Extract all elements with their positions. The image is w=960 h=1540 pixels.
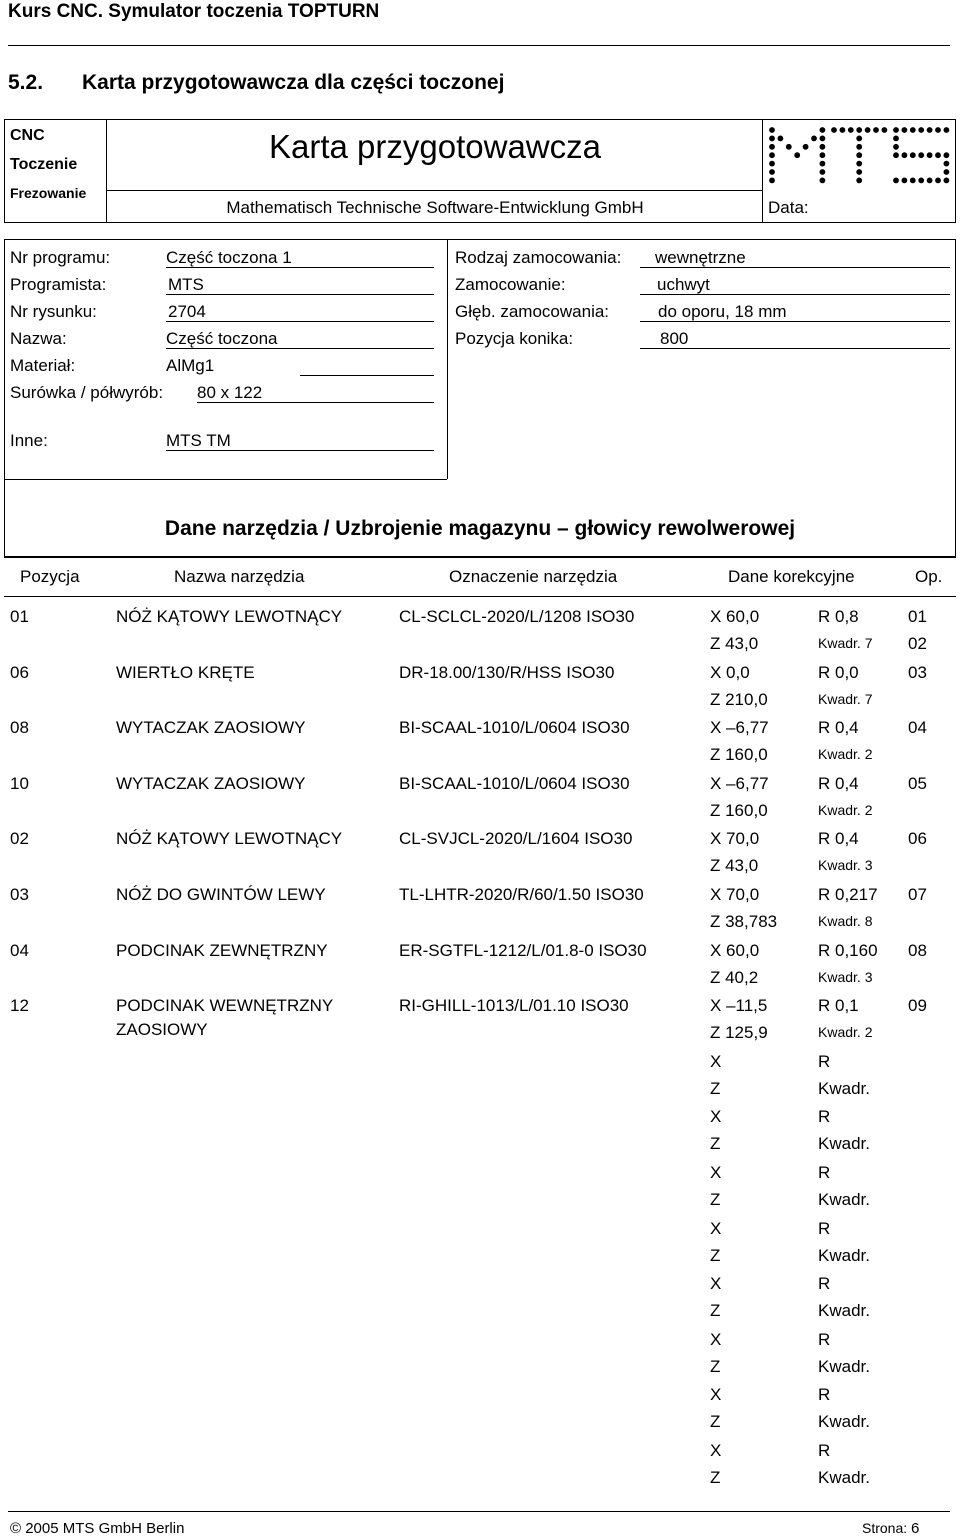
tool-operation: 01 — [908, 607, 927, 626]
tool-radius: R 0,160 — [818, 941, 878, 960]
rodzaj-zamocowania-value: wewnętrzne — [655, 248, 746, 267]
tool-operation: 07 — [908, 885, 927, 904]
document-header-title: Kurs CNC. Symulator toczenia TOPTURN — [8, 1, 380, 22]
tool-offset-z: Z — [710, 1190, 721, 1209]
tool-quadrant: Kwadr. — [818, 1468, 870, 1487]
nr-programu-label: Nr programu: — [10, 248, 111, 267]
programista-value: MTS — [168, 275, 204, 294]
tool-name: NÓŻ DO GWINTÓW LEWY — [116, 885, 326, 904]
zamocowanie-value: uchwyt — [657, 275, 710, 294]
tool-offset-x: X — [710, 1219, 722, 1238]
tool-offset-x: X — [710, 1330, 722, 1349]
tool-quadrant: Kwadr. 7 — [818, 691, 873, 707]
date-label: Data: — [768, 198, 809, 217]
section-title: Karta przygotowawcza dla części toczonej — [82, 71, 505, 94]
footer-copyright: © 2005 MTS GmbH Berlin — [10, 1520, 185, 1537]
gleb-zamocowania-value: do oporu, 18 mm — [658, 302, 787, 321]
tool-offset-x: X 70,0 — [710, 829, 760, 848]
tool-offset-z: Z 210,0 — [710, 690, 768, 709]
label-frezowanie: Frezowanie — [10, 185, 87, 201]
tool-code: DR-18.00/130/R/HSS ISO30 — [399, 663, 615, 682]
tool-quadrant: Kwadr. 8 — [818, 913, 873, 929]
tool-code: TL-LHTR-2020/R/60/1.50 ISO30 — [399, 885, 644, 904]
tool-radius: R — [818, 1385, 831, 1404]
tool-offset-x: X — [710, 1441, 722, 1460]
tool-quadrant: Kwadr. 2 — [818, 1024, 873, 1040]
tool-offset-x: X –11,5 — [710, 996, 768, 1015]
tool-radius: R — [818, 1330, 831, 1349]
tool-quadrant: Kwadr. 3 — [818, 857, 873, 873]
tool-radius: R 0,4 — [818, 774, 859, 793]
tool-offset-z: Z 43,0 — [710, 634, 759, 653]
tool-name: PODCINAK ZEWNĘTRZNY — [116, 941, 328, 960]
inne-label: Inne: — [10, 431, 48, 450]
tool-code: ER-SGTFL-1212/L/01.8-0 ISO30 — [399, 941, 647, 960]
tool-quadrant: Kwadr. — [818, 1079, 870, 1098]
tool-radius: R — [818, 1052, 831, 1071]
tool-name-line2: ZAOSIOWY — [116, 1020, 208, 1039]
tool-offset-x: X 60,0 — [710, 941, 760, 960]
pozycja-konika-value: 800 — [660, 329, 689, 348]
tool-offset-x: X — [710, 1107, 722, 1126]
tool-offset-x: X 70,0 — [710, 885, 760, 904]
tool-operation: 08 — [908, 941, 927, 960]
col-header-dane-korekcyjne: Dane korekcyjne — [728, 567, 855, 586]
tool-offset-z: Z — [710, 1357, 721, 1376]
tool-quadrant: Kwadr. — [818, 1357, 870, 1376]
tool-name: PODCINAK WEWNĘTRZNY — [116, 996, 334, 1015]
gleb-zamocowania-label: Głęb. zamocowania: — [455, 302, 610, 321]
tool-quadrant: Kwadr. 2 — [818, 802, 873, 818]
tool-offset-x: X 0,0 — [710, 663, 750, 682]
tool-radius: R — [818, 1441, 831, 1460]
nr-programu-value: Część toczona 1 — [166, 248, 292, 267]
col-header-nazwa: Nazwa narzędzia — [174, 567, 305, 586]
tool-name: WYTACZAK ZAOSIOWY — [116, 774, 306, 793]
tool-name: NÓŻ KĄTOWY LEWOTNĄCY — [116, 829, 343, 848]
tool-code: RI-GHILL-1013/L/01.10 ISO30 — [399, 996, 629, 1015]
tool-radius: R 0,8 — [818, 607, 859, 626]
inne-value: MTS TM — [166, 431, 231, 450]
surowka-value: 80 x 122 — [197, 383, 263, 402]
tool-operation: 09 — [908, 996, 927, 1015]
tool-offset-z: Z 125,9 — [710, 1023, 768, 1042]
tool-quadrant: Kwadr. 3 — [818, 969, 873, 985]
tool-offset-x: X — [710, 1163, 722, 1182]
tool-code: BI-SCAAL-1010/L/0604 ISO30 — [399, 774, 630, 793]
tool-operation: 03 — [908, 663, 927, 682]
tool-position: 12 — [10, 996, 29, 1015]
footer-page — [862, 1520, 919, 1537]
tool-name: WIERTŁO KRĘTE — [116, 663, 255, 682]
tool-offset-z: Z — [710, 1412, 721, 1431]
tool-position: 04 — [10, 941, 29, 960]
material-value: AlMg1 — [166, 356, 215, 375]
tool-quadrant: Kwadr. — [818, 1134, 870, 1153]
tool-offset-z: Z — [710, 1301, 721, 1320]
footer-page-label: Strona: — [862, 1520, 908, 1536]
rodzaj-zamocowania-label: Rodzaj zamocowania: — [455, 248, 622, 267]
card-subtitle: Mathematisch Technische Software-Entwicklung GmbH — [226, 198, 644, 217]
tool-operation: 04 — [908, 718, 927, 737]
tool-operation: 06 — [908, 829, 927, 848]
tool-code: CL-SVJCL-2020/L/1604 ISO30 — [399, 829, 633, 848]
tool-offset-z: Z — [710, 1079, 721, 1098]
tool-name: WYTACZAK ZAOSIOWY — [116, 718, 306, 737]
tool-radius: R 0,0 — [818, 663, 859, 682]
tool-offset-z: Z 38,783 — [710, 912, 778, 931]
nazwa-value: Część toczona — [166, 329, 278, 348]
material-label: Materiał: — [10, 356, 76, 375]
tool-position: 02 — [10, 829, 29, 848]
nazwa-label: Nazwa: — [10, 329, 67, 348]
tool-radius: R 0,4 — [818, 718, 859, 737]
tool-offset-x: X — [710, 1052, 722, 1071]
tool-quadrant: Kwadr. — [818, 1246, 870, 1265]
tool-offset-z: Z 160,0 — [710, 801, 768, 820]
nr-rysunku-label: Nr rysunku: — [10, 302, 97, 321]
tool-quadrant: Kwadr. — [818, 1412, 870, 1431]
tool-offset-z: Z — [710, 1468, 721, 1487]
tool-radius: R 0,217 — [818, 885, 878, 904]
tool-code: CL-SCLCL-2020/L/1208 ISO30 — [399, 607, 635, 626]
tool-quadrant: Kwadr. — [818, 1301, 870, 1320]
tool-name: NÓŻ KĄTOWY LEWOTNĄCY — [116, 607, 343, 626]
label-cnc: CNC — [10, 127, 45, 144]
col-header-pozycja: Pozycja — [20, 567, 80, 586]
tool-code: BI-SCAAL-1010/L/0604 ISO30 — [399, 718, 630, 737]
footer-divider — [8, 1511, 950, 1512]
tool-radius: R — [818, 1107, 831, 1126]
tools-section-title: Dane narzędzia / Uzbrojenie magazynu – głowicy rewolwerowej — [164, 517, 796, 540]
tool-radius: R — [818, 1219, 831, 1238]
nr-rysunku-value: 2704 — [168, 302, 206, 321]
section-number: 5.2. — [8, 71, 44, 94]
programista-label: Programista: — [10, 275, 107, 294]
tool-operation-2: 02 — [908, 634, 927, 653]
tool-offset-x: X — [710, 1274, 722, 1293]
tool-radius: R — [818, 1274, 831, 1293]
tool-quadrant: Kwadr. 7 — [818, 635, 873, 651]
tool-position: 03 — [10, 885, 29, 904]
label-toczenie: Toczenie — [10, 156, 78, 173]
tool-operation: 05 — [908, 774, 927, 793]
tool-position: 08 — [10, 718, 29, 737]
col-header-oznaczenie: Oznaczenie narzędzia — [449, 567, 618, 586]
tool-quadrant: Kwadr. 2 — [818, 746, 873, 762]
tool-offset-x: X 60,0 — [710, 607, 760, 626]
footer-page-number: 6 — [911, 1520, 920, 1537]
surowka-label: Surówka / półwyrób: — [10, 383, 164, 402]
card-title: Karta przygotowawcza — [269, 128, 601, 165]
tool-offset-x: X –6,77 — [710, 774, 769, 793]
tool-radius: R — [818, 1163, 831, 1182]
zamocowanie-label: Zamocowanie: — [455, 275, 566, 294]
tool-offset-z: Z — [710, 1134, 721, 1153]
tool-radius: R 0,1 — [818, 996, 859, 1015]
tool-position: 06 — [10, 663, 29, 682]
tool-offset-z: Z — [710, 1246, 721, 1265]
col-header-op: Op. — [915, 567, 943, 586]
tool-offset-x: X –6,77 — [710, 718, 769, 737]
pozycja-konika-label: Pozycja konika: — [455, 329, 574, 348]
tool-offset-z: Z 40,2 — [710, 968, 759, 987]
tool-position: 10 — [10, 774, 29, 793]
tool-position: 01 — [10, 607, 29, 626]
tool-quadrant: Kwadr. — [818, 1190, 870, 1209]
tool-offset-x: X — [710, 1385, 722, 1404]
tool-offset-z: Z 43,0 — [710, 856, 759, 875]
tool-radius: R 0,4 — [818, 829, 859, 848]
tool-offset-z: Z 160,0 — [710, 745, 768, 764]
